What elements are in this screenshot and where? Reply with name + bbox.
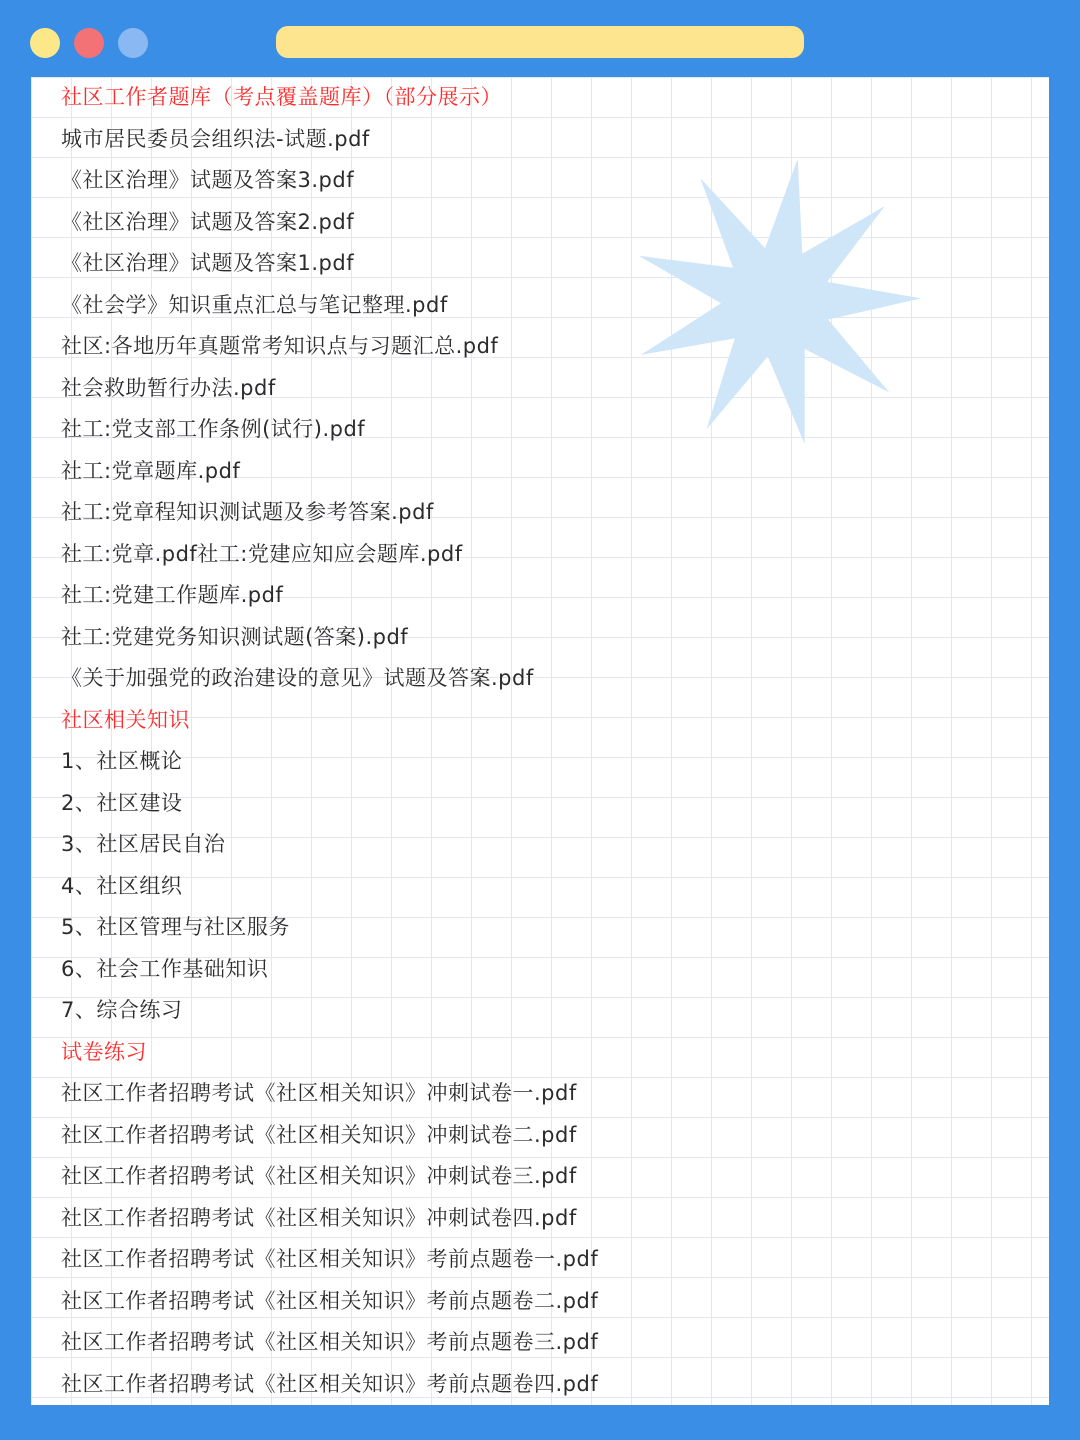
list-item: 城市居民委员会组织法-试题.pdf — [61, 126, 370, 151]
list-item: 社工:党章题库.pdf — [61, 458, 241, 483]
section-heading: 社区相关知识 — [61, 707, 190, 732]
list-item: 《社区治理》试题及答案3.pdf — [61, 168, 355, 192]
list-item: 社工:党建党务知识测试题(答案).pdf — [61, 624, 409, 649]
list-item: 社工:党建工作题库.pdf — [61, 583, 284, 607]
yellow-dot — [30, 28, 60, 58]
list-item: 6、社会工作基础知识 — [61, 956, 269, 981]
list-item: 《社区治理》试题及答案2.pdf — [61, 209, 355, 234]
section-heading: 试卷练习 — [61, 1039, 147, 1064]
blue-dot — [118, 28, 148, 58]
list-item: 《社会学》知识重点汇总与笔记整理.pdf — [61, 292, 448, 317]
window-dots — [30, 28, 148, 58]
list-item: 5、社区管理与社区服务 — [61, 915, 290, 939]
list-item: 7、综合练习 — [61, 998, 183, 1022]
list-item: 《社区治理》试题及答案1.pdf — [61, 251, 355, 275]
list-item: 社区工作者招聘考试《社区相关知识》考前点题卷三.pdf — [61, 1330, 599, 1354]
section-heading: 社区工作者题库（考点覆盖题库）（部分展示） — [61, 85, 502, 109]
list-item: 1、社区概论 — [61, 749, 183, 773]
list-item: 社工:党章.pdf社工:党建应知应会题库.pdf — [61, 541, 463, 566]
list-item: 社工:党支部工作条例(试行).pdf — [61, 417, 366, 441]
content-card — [31, 77, 1049, 1405]
list-item: 社区工作者招聘考试《社区相关知识》考前点题卷四.pdf — [61, 1371, 599, 1396]
list-item: 2、社区建设 — [61, 790, 183, 815]
list-item: 社区工作者招聘考试《社区相关知识》冲刺试卷二.pdf — [61, 1122, 577, 1147]
list-item: 社区工作者招聘考试《社区相关知识》冲刺试卷四.pdf — [61, 1205, 577, 1230]
list-item: 《关于加强党的政治建设的意见》试题及答案.pdf — [61, 666, 534, 690]
list-item: 社区:各地历年真题常考知识点与习题汇总.pdf — [61, 334, 499, 358]
title-bar — [276, 26, 804, 58]
list-item: 3、社区居民自治 — [61, 832, 226, 856]
list-item: 社会救助暂行办法.pdf — [61, 375, 276, 400]
list-item: 社区工作者招聘考试《社区相关知识》冲刺试卷三.pdf — [61, 1164, 577, 1188]
list-item: 社区工作者招聘考试《社区相关知识》冲刺试卷一.pdf — [61, 1081, 577, 1105]
list-item: 社工:党章程知识测试题及参考答案.pdf — [61, 500, 434, 524]
list-item: 4、社区组织 — [61, 873, 183, 898]
file-list — [61, 77, 1029, 1405]
list-item: 社区工作者招聘考试《社区相关知识》考前点题卷二.pdf — [61, 1288, 599, 1313]
red-dot — [74, 28, 104, 58]
list-item: 社区工作者招聘考试《社区相关知识》考前点题卷一.pdf — [61, 1247, 599, 1271]
